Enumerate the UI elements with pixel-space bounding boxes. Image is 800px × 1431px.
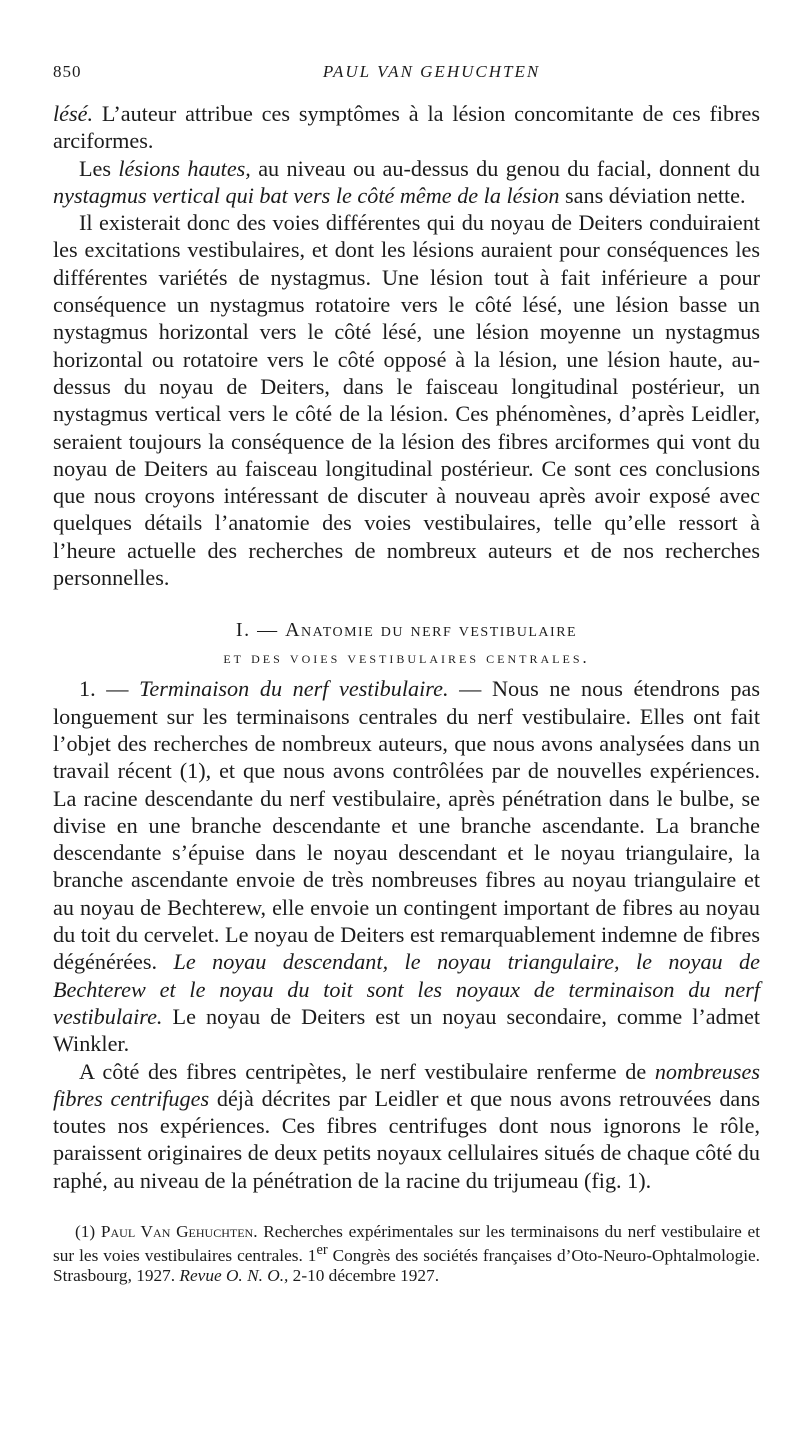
italic-text: lésé.: [53, 101, 94, 126]
body-text: [53, 100, 760, 1285]
section-heading: [53, 617, 760, 671]
paragraph-text: sans déviation nette.: [559, 182, 746, 208]
paragraph: [53, 155, 760, 210]
paragraph: Il existerait donc des voies différentes qui du noyau de Deiters conduiraient les excitations vestibulaires, et dont les lésions auraient pour conséquences les différentes variétés de nystagmus. Une lésion tout à fait inférieure a pour conséquence un nystagmus rotatoire vers le côté lésé, une lésion basse un nystagmus horizontal vers le côté lésé, une lésion moyenne un nystagmus horizontal ou rotatoire vers le côté opposé à la lésion, une lésion haute, au-dessus du noyau de Deiters, dans le faisceau longitudinal postérieur, un nystagmus vertical vers le côté de la lésion. Ces phénomènes, d’après Leidler, seraient toujours la conséquence de la lésion des fibres arciformes qui vont du noyau de Deiters au faisceau longitudinal postérieur. Ce sont ces conclusions que nous croyons intéressant de discuter à nouveau après avoir exposé avec quelques détails l’anatomie des voies vestibulaires, telle qu’elle ressort à l’heure actuelle des recherches de nombreux auteurs et de nos recherches personnelles.: [53, 210, 760, 591]
footnote-text: [53, 1222, 760, 1285]
footnote-body: 2-10 décembre 1927.: [288, 1265, 440, 1285]
paragraph: [53, 100, 760, 155]
page-number: 850: [53, 62, 82, 81]
footnote: [53, 1222, 760, 1285]
italic-text: lésions hautes,: [118, 155, 251, 181]
footnote-author: Paul Van Gehuchten.: [100, 1221, 258, 1241]
section-title: Anatomie du nerf vestibulaire: [285, 619, 578, 642]
paragraph-text: Les: [79, 155, 119, 181]
paragraph-text: Le noyau de Deiters est un noyau secondaire, comme l’admet Winkler.: [53, 1003, 760, 1057]
footnote-body: Recherches expérimentales sur les terminaisons du nerf vestibulaire et sur les voies vestibulaires centrales. 1: [53, 1221, 760, 1266]
running-title: PAUL VAN GEHUCHTEN: [322, 62, 541, 81]
paragraph-text: 1. —: [79, 676, 140, 702]
section-number: I. —: [235, 619, 286, 642]
page-header: [53, 62, 770, 84]
footnote-journal: Revue O. N. O.,: [179, 1265, 289, 1285]
italic-text: nombreuses fibres centrifuges: [53, 1058, 760, 1111]
italic-text: nystagmus vertical qui bat vers le côté même de la lésion: [53, 182, 560, 208]
paragraph-text: A côté des fibres centripètes, le nerf vestibulaire renferme de: [79, 1058, 655, 1084]
paragraph-text: déjà décrites par Leidler et que nous avons retrouvées dans toutes nos expériences. Ces fibres centrifuges dont nous ignorons le rôle, paraissent originaires de deux petits noyaux cellulaires situés de chaque côté du raphé, au niveau de la pénétration de la racine du trijumeau (fig. 1).: [53, 1085, 760, 1193]
footnote-body: Congrès des sociétés françaises d’Oto-Neuro-Ophtalmologie. Strasbourg, 1927.: [53, 1246, 760, 1285]
italic-text: Le noyau descendant, le noyau triangulaire, le noyau de Bechterew et le noyau du toit sont les noyaux de terminaison du nerf vestibulaire.: [53, 949, 760, 1029]
paragraph-text: — Nous ne nous étendrons pas longuement sur les terminaisons centrales du nerf vestibulaire. Elles ont fait l’objet des recherches de nombreux auteurs, que nous avons analysées dans un travail récent (1), et que nous avons contrôlées par de nouvelles expériences. La racine descendante du nerf vestibulaire, après pénétration dans le bulbe, se divise en une branche descendante et une branche ascendante. La branche descendante s’épuise dans le noyau descendant et le noyau triangulaire, la branche ascendante envoie de très nombreuses fibres au noyau triangulaire et au noyau de Bechterew, elle envoie un contingent important de fibres au noyau du toit du cervelet. Le noyau de Deiters est remarquablement indemne de fibres dégénérées.: [53, 676, 760, 975]
footnote-superscript: er: [316, 1242, 328, 1259]
section-title-line2: et des voies vestibulaires centrales.: [223, 648, 590, 668]
paragraph-text: au niveau ou au-dessus du genou du facial, donnent du: [250, 155, 760, 181]
footnote-marker: (1): [75, 1221, 101, 1241]
paragraph: [53, 1058, 760, 1194]
paragraph-text: L’auteur attribue ces symptômes à la lésion concomitante de ces fibres arciformes.: [53, 101, 760, 154]
paragraph: [53, 675, 760, 1057]
subsection-title: Terminaison du nerf vestibulaire.: [139, 676, 449, 702]
